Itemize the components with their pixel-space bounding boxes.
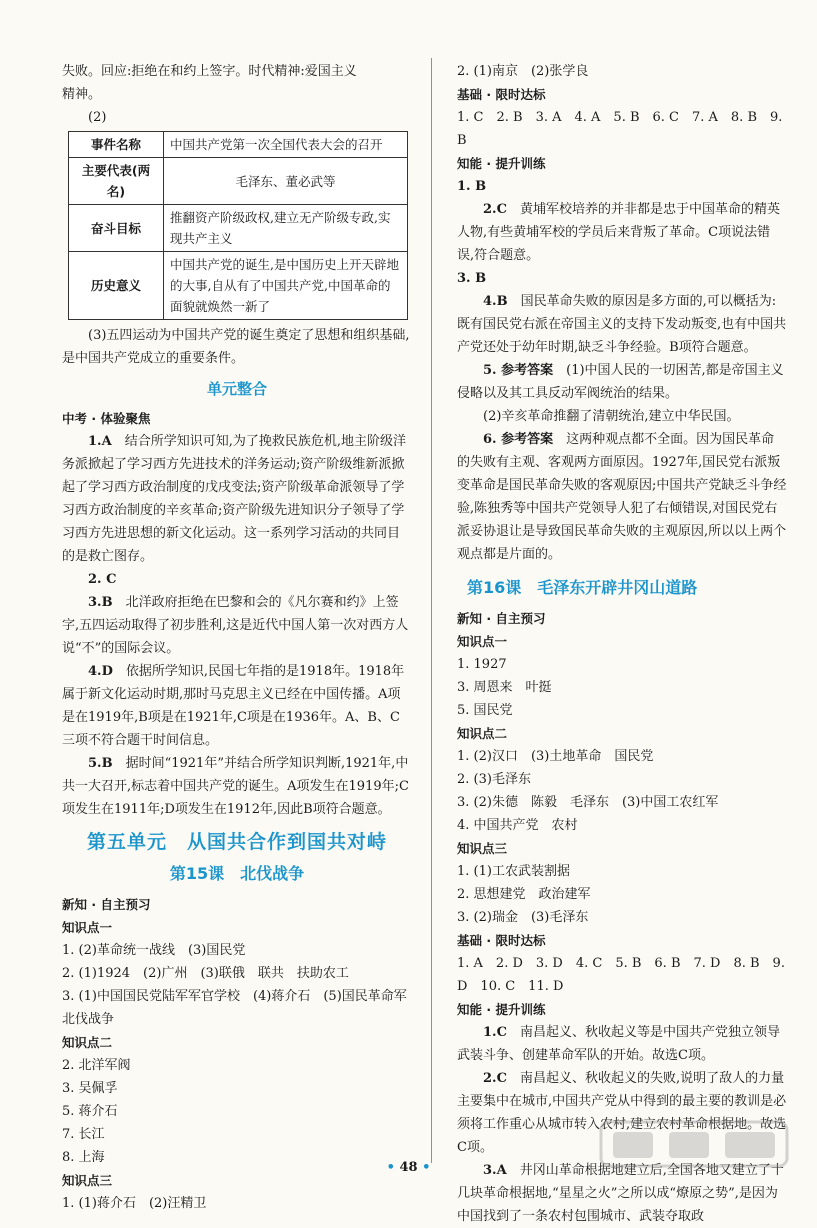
answer-number: 4. xyxy=(483,294,497,309)
list-item: 3. 周恩来 叶挺 xyxy=(457,680,552,695)
answer-text: 南昌起义、秋收起义的失败,说明了敌人的力量主要集中在城市,中国共产党从中得到的最主要的教训是必须将工作重心从城市转入农村,建立农村革命根据地。故选C项。 xyxy=(457,1071,787,1155)
unit-title: 第五单元 从国共合作到国共对峙 xyxy=(86,831,387,853)
answer-number: 1. xyxy=(88,434,102,449)
list-item: 1. (1)工农武装割据 xyxy=(457,864,570,879)
list-item: 2. (1)1924 (2)广州 (3)联俄 联共 扶助农工 xyxy=(62,966,349,981)
right-column xyxy=(457,60,787,1228)
left-column xyxy=(62,60,420,1215)
subsection-heading: 新知 · 自主预习 xyxy=(62,897,151,912)
list-item: 3. (2)朱德 陈毅 毛泽东 (3)中国工农红军 xyxy=(457,795,719,810)
answer-number: 5. xyxy=(88,756,102,771)
answer-item xyxy=(62,660,412,752)
answer-item xyxy=(62,591,412,660)
answer-text: 结合所学知识可知,为了挽救民族危机,地主阶级洋务派掀起了学习西方先进技术的洋务运动;资产阶级维新派掀起了学习西方政治制度的戊戌变法;资产阶级革命派领导了学习西方政治制度的辛亥革命;资产阶级先进知识分子领导了学习西方先进思想的新文化运动。这一系列学习活动的共同目的是救亡图存。 xyxy=(62,434,406,564)
answer-number: 1. xyxy=(483,1025,497,1040)
page-dot-icon: • xyxy=(386,1160,395,1175)
list-item: 1. (1)蒋介石 (2)汪精卫 xyxy=(62,1196,207,1211)
reference-answer-label: 5. 参考答案 xyxy=(483,363,554,378)
table-value: 推翻资产阶级政权,建立无产阶级专政,实现共产主义 xyxy=(164,205,408,252)
list-item: 3. 吴佩孚 xyxy=(62,1081,118,1096)
answer-letter: C xyxy=(496,1071,507,1086)
list-item: 7. 长江 xyxy=(62,1127,105,1142)
answer-item xyxy=(62,752,412,821)
list-item: 1. (2)汉口 (3)土地革命 国民党 xyxy=(457,749,654,764)
answer-letter: B xyxy=(101,756,113,771)
knowledge-point-heading: 知识点三 xyxy=(457,841,508,856)
knowledge-point-heading: 知识点三 xyxy=(62,1173,113,1188)
lesson-title: 第16课 毛泽东开辟井冈山道路 xyxy=(467,578,698,597)
subsection-heading: 中考 · 体验聚焦 xyxy=(62,411,151,426)
intro-line: 失败。回应:拒绝在和约上签字。时代精神:爱国主义 xyxy=(62,64,357,79)
answer-item xyxy=(457,290,787,359)
subsection-heading: 知能 · 提升训练 xyxy=(457,1002,546,1017)
intro-line: 精神。 xyxy=(62,87,102,102)
list-item: 4. 中国共产党 农村 xyxy=(457,818,578,833)
table-value: 中国共产党第一次全国代表大会的召开 xyxy=(164,132,408,158)
column-divider xyxy=(431,58,432,1163)
answer-letter: C xyxy=(496,1025,507,1040)
answer-text: 这两种观点都不全面。因为国民革命的失败有主观、客观两方面原因。1927年,国民党右派叛变革命是国民革命失败的客观原因;中国共产党缺乏斗争经验,陈独秀等中国共产党领导人犯了右倾错误,对国民党右派妥协退让是导致国民革命失败的主观原因,所以以上两个观点都是片面的。 xyxy=(457,432,787,562)
list-item: 2. (3)毛泽东 xyxy=(457,772,531,787)
table-row xyxy=(69,252,408,320)
answer-number: 2. xyxy=(483,202,497,217)
knowledge-point-heading: 知识点二 xyxy=(457,726,508,741)
table-key: 事件名称 xyxy=(69,132,164,158)
answer-letter: A xyxy=(101,434,112,449)
answer-number: 2. xyxy=(483,1071,497,1086)
sub-number: (2) xyxy=(88,110,107,125)
answer-paragraph: (3)五四运动为中国共产党的诞生奠定了思想和组织基础,是中国共产党成立的重要条件。 xyxy=(62,328,410,366)
answer-letter: B xyxy=(101,595,113,610)
answer-item: (2)辛亥革命推翻了清朝统治,建立中华民国。 xyxy=(483,409,740,424)
answer-number: 3. xyxy=(88,595,102,610)
knowledge-point-heading: 知识点一 xyxy=(457,634,508,649)
table-key: 历史意义 xyxy=(69,252,164,320)
subsection-heading: 知能 · 提升训练 xyxy=(457,156,546,171)
table-key: 主要代表(两名) xyxy=(69,158,164,205)
list-item: 3. (2)瑞金 (3)毛泽东 xyxy=(457,910,589,925)
answer-item: 3. B xyxy=(457,271,487,286)
knowledge-point-heading: 知识点二 xyxy=(62,1035,113,1050)
answer-item xyxy=(457,359,787,405)
answer-item xyxy=(62,430,412,568)
list-item: 2. (1)南京 (2)张学良 xyxy=(457,64,589,79)
answer-key-line: 1. C 2. B 3. A 4. A 5. B 6. C 7. A 8. B 9. B xyxy=(457,110,783,148)
list-item: 8. 上海 xyxy=(62,1150,105,1165)
answer-key-line: 1. A 2. D 3. D 4. C 5. B 6. B 7. D 8. B 9. D 10. C 11. D xyxy=(457,956,785,994)
table-value: 中国共产党的诞生,是中国历史上开天辟地的大事,自从有了中国共产党,中国革命的面貌就焕然一新了 xyxy=(164,252,408,320)
list-item: 2. 北洋军阀 xyxy=(62,1058,131,1073)
answer-text: 黄埔军校培养的并非都是忠于中国革命的精英人物,有些黄埔军校的学员后来背叛了革命。C项说法错误,符合题意。 xyxy=(457,202,780,263)
reference-answer-label: 6. 参考答案 xyxy=(483,432,554,447)
answer-text: 井冈山革命根据地建立后,全国各地又建立了十几块革命根据地,“星星之火”之所以成“燎原之势”,是因为中国找到了一条农村包围城市、武装夺取政 xyxy=(457,1163,784,1224)
table-value: 毛泽东、董必武等 xyxy=(164,158,408,205)
list-item: 1. 1927 xyxy=(457,657,507,672)
answer-text: (1)中国人民的一切困苦,都是帝国主义侵略以及其工具反动军阀统治的结果。 xyxy=(457,363,784,401)
list-item: 3. (1)中国国民党陆军军官学校 (4)蒋介石 (5)国民革命军 北伐战争 xyxy=(62,989,420,1027)
knowledge-point-heading: 知识点一 xyxy=(62,920,113,935)
subsection-heading: 新知 · 自主预习 xyxy=(457,611,546,626)
table-row xyxy=(69,158,408,205)
subsection-heading: 基础 · 限时达标 xyxy=(457,933,546,948)
answer-number: 4. xyxy=(88,664,102,679)
list-item: 5. 国民党 xyxy=(457,703,513,718)
watermark-logo xyxy=(599,1120,789,1190)
answer-letter: C xyxy=(496,202,507,217)
table-key: 奋斗目标 xyxy=(69,205,164,252)
list-item: 2. 思想建党 政治建军 xyxy=(457,887,591,902)
answer-text: 依据所学知识,民国七年指的是1918年。1918年属于新文化运动时期,那时马克思主义已经在中国传播。A项是在1919年,B项是在1921年,C项是在1936年。A、B、C三项不符合题干时间信息。 xyxy=(62,664,405,748)
answer-letter: B xyxy=(496,294,508,309)
table-row xyxy=(69,132,408,158)
answer-item: 1. B xyxy=(457,179,487,194)
answer-number: 3. xyxy=(483,1163,497,1178)
answer-item xyxy=(457,198,787,267)
answer-text: 北洋政府拒绝在巴黎和会的《凡尔赛和约》上签字,五四运动取得了初步胜利,这是近代中国人第一次对西方人说“不”的国际会议。 xyxy=(62,595,409,656)
list-item: 1. (2)革命统一战线 (3)国民党 xyxy=(62,943,246,958)
subsection-heading: 基础 · 限时达标 xyxy=(457,87,546,102)
answer-item xyxy=(457,1021,787,1067)
answer-letter: D xyxy=(101,664,113,679)
section-title: 单元整合 xyxy=(206,380,267,398)
lesson-title: 第15课 北伐战争 xyxy=(169,864,305,883)
page-number-value: 48 xyxy=(399,1160,418,1175)
answer-letter: A xyxy=(496,1163,507,1178)
list-item: 5. 蒋介石 xyxy=(62,1104,118,1119)
page-dot-icon: • xyxy=(422,1160,431,1175)
answer-text: 据时间“1921年”并结合所学知识判断,1921年,中共一大召开,标志着中国共产党的诞生。A项发生在1919年;C项发生在1911年;D项发生在1912年,因此B项符合题意。 xyxy=(62,756,409,817)
answer-item: 2. C xyxy=(88,572,117,587)
event-table xyxy=(68,131,408,320)
table-row xyxy=(69,205,408,252)
answer-text: 国民革命失败的原因是多方面的,可以概括为:既有国民党右派在帝国主义的支持下发动叛变,也有中国共产党还处于幼年时期,缺乏斗争经验。B项符合题意。 xyxy=(457,294,787,355)
answer-item xyxy=(457,428,787,566)
answer-text: 南昌起义、秋收起义等是中国共产党独立领导武装斗争、创建革命军队的开始。故选C项。 xyxy=(457,1025,780,1063)
